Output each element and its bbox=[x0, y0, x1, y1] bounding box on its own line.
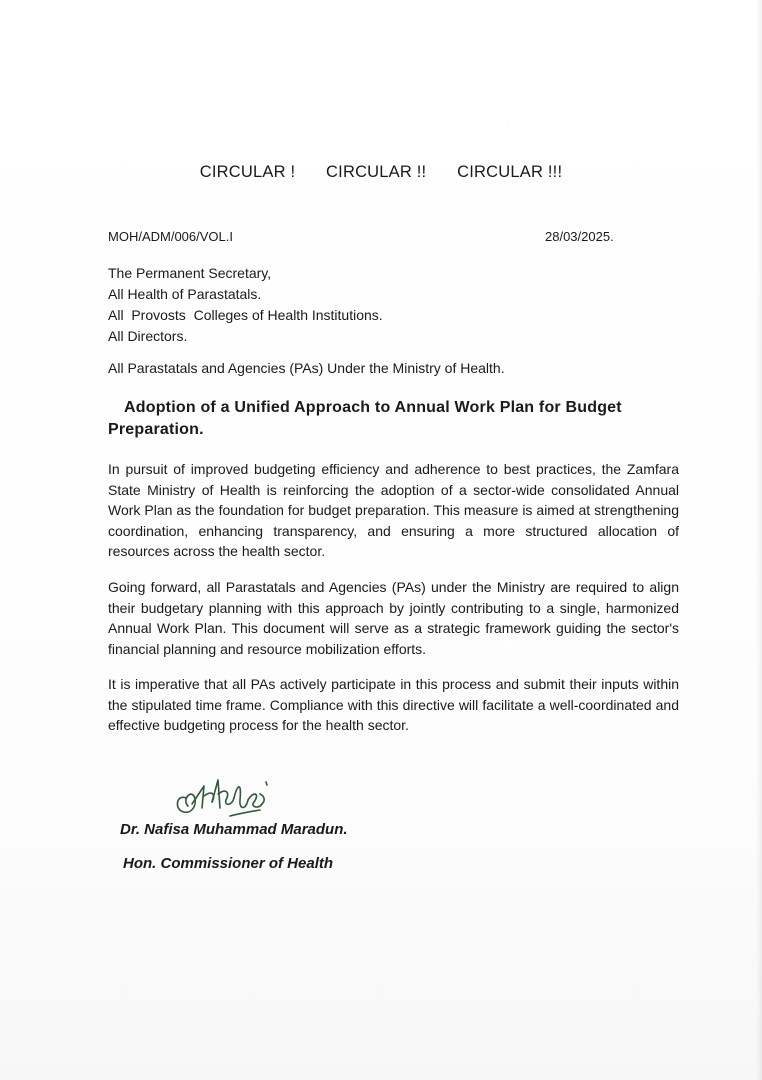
reference-number: MOH/ADM/006/VOL.I bbox=[108, 229, 233, 244]
recipient-line: All Health of Parastatals. bbox=[108, 286, 262, 302]
handwritten-signature bbox=[168, 760, 278, 830]
recipient-line: All Provosts Colleges of Health Institutions. bbox=[108, 307, 383, 323]
body-paragraph-1: In pursuit of improved budgeting efficiency and adherence to best practices, the Zamfara State Ministry of Health is reinforcing the adoption of a sector-wide consolidated Annual Work Plan as the foundation for budget preparation. This measure is aimed at strengthening coordination, enhancing transparency, and ensuring a more structured allocation of resources across the health sector. bbox=[108, 461, 679, 559]
body-paragraph-2: Going forward, all Parastatals and Agencies (PAs) under the Ministry are required to align their budgetary planning with this approach by jointly contributing to a single, harmonized Annual Work Plan. This document will serve as a strategic framework guiding the sector's financial planning and resource mobilization efforts. bbox=[108, 579, 679, 657]
circular-label-1: CIRCULAR ! bbox=[199, 163, 296, 181]
circular-label-2: CIRCULAR !! bbox=[326, 163, 427, 181]
signatory-title: Hon. Commissioner of Health bbox=[123, 855, 334, 872]
letter-subject: Adoption of a Unified Approach to Annual Work Plan for Budget Preparation. bbox=[108, 399, 622, 438]
body-paragraph-3: It is imperative that all PAs actively participate in this process and submit their inputs within the stipulated time frame. Compliance with this directive will facilitate a well-coordinated and effective budgeting process for the health sector. bbox=[108, 676, 679, 733]
circular-label-3: CIRCULAR !!! bbox=[457, 163, 563, 181]
page-edge-shadow bbox=[756, 0, 762, 1080]
circular-banner bbox=[0, 163, 762, 182]
recipient-line: The Permanent Secretary, bbox=[108, 265, 272, 281]
addressee-line: All Parastatals and Agencies (PAs) Under the Ministry of Health. bbox=[108, 360, 505, 376]
signatory-name: Dr. Nafisa Muhammad Maradun. bbox=[120, 821, 348, 838]
recipient-list bbox=[108, 263, 383, 347]
letter-date: 28/03/2025. bbox=[545, 229, 614, 244]
recipient-line: All Directors. bbox=[108, 328, 188, 344]
